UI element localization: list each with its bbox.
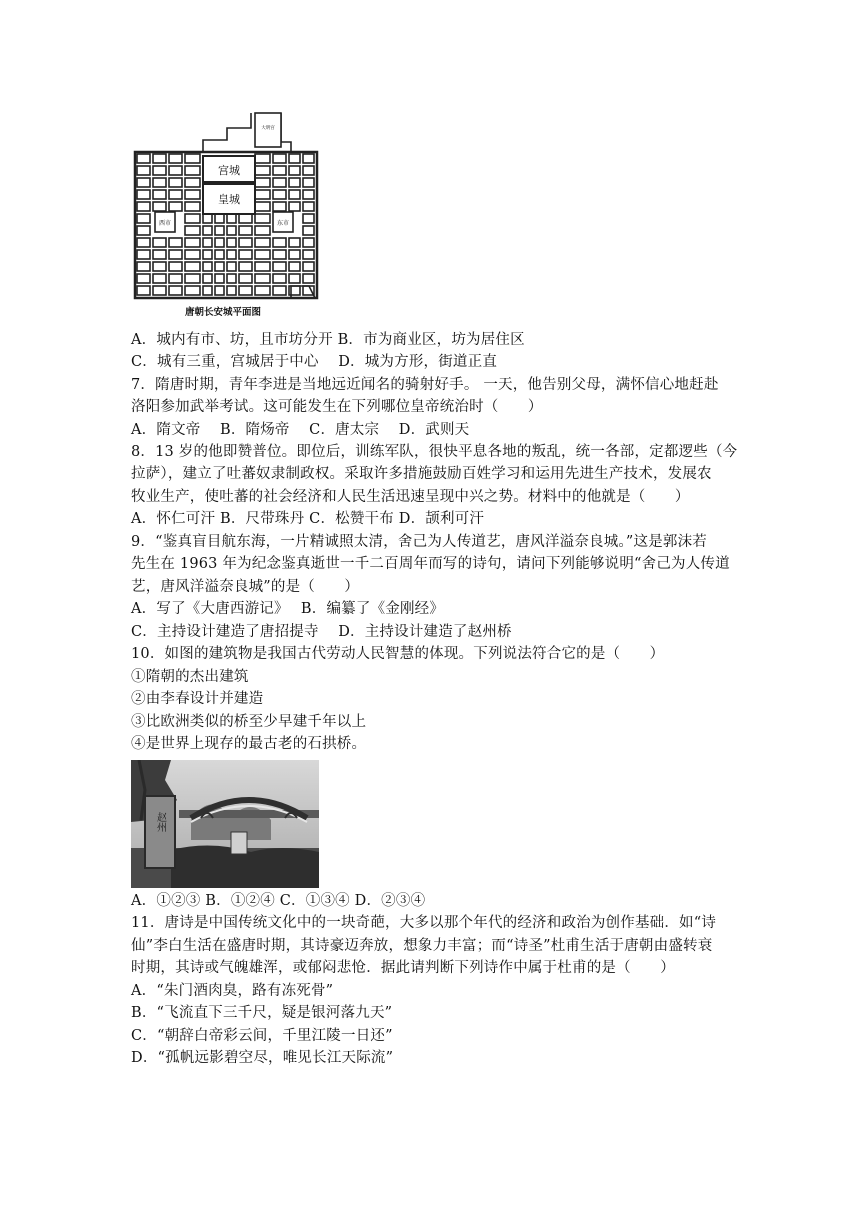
ward-block	[289, 262, 300, 271]
ward-block	[185, 190, 200, 199]
q8-stem-line-3: 牧业生产，使吐蕃的社会经济和人民生活迅速呈现中兴之势。材料中的他就是（ ）	[131, 489, 690, 505]
ward-block	[227, 274, 236, 283]
ward-block	[153, 178, 166, 187]
ward-block	[215, 250, 224, 259]
ward-block	[289, 190, 300, 199]
q8-stem-line-2: 拉萨），建立了吐蕃奴隶制政权。采取许多措施鼓励百姓学习和运用先进生产技术，发展农	[131, 466, 712, 482]
q11-option-a: A．“朱门酒肉臭，路有冻死骨”	[131, 983, 334, 999]
q11-option-c: C．“朝辞白帝彩云间，千里江陵一日还”	[131, 1028, 393, 1044]
ward-block	[255, 286, 270, 295]
ward-block	[185, 250, 200, 259]
ward-block	[169, 286, 182, 295]
q10-statement-3: ③比欧洲类似的桥至少早建千年以上	[131, 714, 367, 730]
city-plan-drawing	[131, 112, 321, 320]
ward-block	[273, 202, 286, 211]
east-market-label: 东市	[276, 220, 290, 227]
ward-block	[185, 202, 200, 211]
huangcheng-label: 皇城	[218, 193, 240, 206]
ward-block	[203, 250, 212, 259]
ward-block	[153, 286, 166, 295]
ward-block	[289, 202, 300, 211]
ward-block	[273, 238, 286, 247]
map-caption: 唐朝长安城平面图	[184, 307, 262, 318]
ward-block	[185, 166, 200, 175]
ward-block	[303, 274, 314, 283]
zhaozhou-bridge-photo	[131, 760, 319, 888]
ward-block	[273, 178, 286, 187]
ward-block	[153, 202, 166, 211]
ward-block	[203, 286, 212, 295]
bridge-photo-drawing	[131, 760, 319, 888]
q11-stem-line-1: 11．唐诗是中国传统文化中的一块奇葩，大多以那个年代的经济和政治为创作基础．如“诗	[131, 915, 717, 931]
ward-block	[153, 250, 166, 259]
ward-block	[255, 214, 270, 223]
q11-option-d: D．“孤帆远影碧空尽，唯见长江天际流”	[131, 1050, 394, 1066]
ward-block	[169, 166, 182, 175]
ward-block	[239, 262, 252, 271]
q6-option-line-2: C．城有三重，宫城居于中心 D．城为方形，街道正直	[131, 354, 498, 370]
daminggong-outline	[281, 113, 291, 152]
q10-statement-4: ④是世界上现存的最古老的石拱桥。	[131, 736, 367, 752]
photo-inscription: 赵州	[154, 812, 166, 832]
ward-block	[303, 250, 314, 259]
west-market-label: 西市	[158, 220, 172, 227]
q9-option-line-2: C．主持设计建造了唐招提寺 D．主持设计建造了赵州桥	[131, 624, 512, 640]
q10-statement-1: ①隋朝的杰出建筑	[131, 669, 249, 685]
q7-stem-line-2: 洛阳参加武举考试。这可能发生在下列哪位皇帝统治时（ ）	[131, 399, 543, 415]
ward-block	[289, 166, 300, 175]
ward-block	[185, 154, 200, 163]
ward-block	[239, 286, 252, 295]
ward-block	[137, 166, 150, 175]
ward-block	[137, 214, 150, 223]
ward-block	[303, 214, 314, 223]
ward-block	[303, 154, 314, 163]
ward-block	[255, 190, 270, 199]
ward-block	[169, 190, 182, 199]
ward-block	[153, 262, 166, 271]
ward-block	[227, 238, 236, 247]
ward-block	[203, 214, 212, 223]
ward-block	[203, 274, 212, 283]
q11-stem-line-3: 时期，其诗或气魄雄浑，或郁闷悲怆．据此请判断下列诗作中属于杜甫的是（ ）	[131, 960, 675, 976]
ward-block	[215, 274, 224, 283]
ward-block	[227, 226, 236, 235]
ward-block	[137, 190, 150, 199]
ward-block	[255, 166, 270, 175]
ward-block	[255, 202, 270, 211]
ward-block	[137, 274, 150, 283]
q8-stem-line-1: 8．13 岁的他即赞普位。即位后，训练军队，很快平息各地的叛乱，统一各部，定都逻些（今	[131, 444, 738, 460]
ward-block	[255, 154, 270, 163]
ward-block	[239, 238, 252, 247]
ward-block	[137, 178, 150, 187]
ward-block	[153, 154, 166, 163]
ward-block	[255, 238, 270, 247]
ward-block	[227, 262, 236, 271]
gongcheng-label: 宫城	[218, 164, 240, 177]
ward-block	[169, 262, 182, 271]
q11-option-b: B．“飞流直下三千尺，疑是银河落九天”	[131, 1005, 393, 1021]
q7-options: A．隋文帝 B．隋炀帝 C．唐太宗 D．武则天	[131, 422, 470, 438]
ward-block	[227, 214, 236, 223]
ward-block	[227, 250, 236, 259]
ward-block	[137, 250, 150, 259]
ward-block	[185, 262, 200, 271]
ward-block	[137, 262, 150, 271]
daminggong-label: 大明宫	[261, 126, 275, 131]
ward-block	[273, 274, 286, 283]
q9-option-line-1: A．写了《大唐西游记》 B．编纂了《金刚经》	[131, 601, 445, 617]
q7-stem-line-1: 7．隋唐时期，青年李进是当地远近闻名的骑射好手。 一天，他告别父母，满怀信心地赶赴	[131, 377, 719, 393]
ward-block	[227, 286, 236, 295]
ward-block	[185, 286, 200, 295]
ward-block	[215, 286, 224, 295]
ward-block	[273, 190, 286, 199]
ward-block	[289, 250, 300, 259]
ward-block	[239, 250, 252, 259]
q8-options: A．怀仁可汗 B．尺带珠丹 C．松赞干布 D．颉利可汗	[131, 511, 485, 527]
q10-stem: 10．如图的建筑物是我国古代劳动人民智慧的体现。下列说法符合它的是（ ）	[131, 646, 665, 662]
ward-block	[169, 178, 182, 187]
changan-city-map-figure	[131, 112, 321, 320]
ward-block	[185, 214, 200, 223]
ward-block	[289, 178, 300, 187]
ward-block	[137, 286, 150, 295]
ward-block	[203, 262, 212, 271]
q10-options: A．①②③ B．①②④ C．①③④ D．②③④	[131, 893, 426, 909]
ward-block	[273, 154, 286, 163]
ward-block	[185, 274, 200, 283]
ward-block	[215, 262, 224, 271]
ward-block	[303, 178, 314, 187]
ward-block	[185, 178, 200, 187]
ward-block	[303, 190, 314, 199]
ward-block	[185, 226, 200, 235]
ward-block	[169, 202, 182, 211]
ward-block	[215, 238, 224, 247]
ward-block	[255, 226, 270, 235]
ward-block	[303, 238, 314, 247]
ward-block	[255, 178, 270, 187]
q6-option-line-1: A．城内有市、坊，且市坊分开 B．市为商业区，坊为居住区	[131, 332, 525, 348]
ward-block	[185, 238, 200, 247]
ward-block	[303, 202, 314, 211]
ward-block	[215, 214, 224, 223]
ward-block	[289, 274, 300, 283]
ward-block	[255, 262, 270, 271]
ward-block	[303, 262, 314, 271]
ward-block	[273, 286, 286, 295]
ward-block	[273, 262, 286, 271]
ward-block	[239, 214, 252, 223]
ward-block	[169, 154, 182, 163]
ward-block	[169, 238, 182, 247]
q10-statement-2: ②由李春设计并建造	[131, 691, 264, 707]
ward-block	[239, 226, 252, 235]
ward-block	[169, 274, 182, 283]
ward-block	[153, 238, 166, 247]
q9-stem-line-3: 艺，唐风洋溢奈良城”的是（ ）	[131, 579, 360, 595]
ward-block	[273, 250, 286, 259]
q11-stem-line-2: 仙”李白生活在盛唐时期，其诗豪迈奔放，想象力丰富；而“诗圣”杜甫生活于唐朝由盛转衰	[131, 938, 713, 954]
ward-block	[255, 274, 270, 283]
ward-block	[169, 250, 182, 259]
q9-stem-line-1: 9．“鉴真盲目航东海，一片精诚照太清，舍己为人传道艺，唐风洋溢奈良城。”这是郭沫若	[131, 534, 707, 550]
ward-block	[289, 238, 300, 247]
ward-block	[137, 226, 150, 235]
ward-block	[239, 274, 252, 283]
ward-block	[215, 226, 224, 235]
ward-block	[137, 238, 150, 247]
ward-block	[303, 226, 314, 235]
ward-block	[153, 190, 166, 199]
ward-block	[289, 154, 300, 163]
ward-block	[137, 202, 150, 211]
ward-block	[273, 166, 286, 175]
q9-stem-line-2: 先生在 1963 年为纪念鉴真逝世一千二百周年而写的诗句，请问下列能够说明“舍己为人传道	[131, 556, 730, 572]
ward-block	[137, 154, 150, 163]
ward-block	[153, 166, 166, 175]
palace-outline	[203, 113, 251, 152]
ward-block	[203, 226, 212, 235]
ward-block	[303, 166, 314, 175]
ward-block	[255, 250, 270, 259]
ward-block	[153, 274, 166, 283]
ward-block	[203, 238, 212, 247]
